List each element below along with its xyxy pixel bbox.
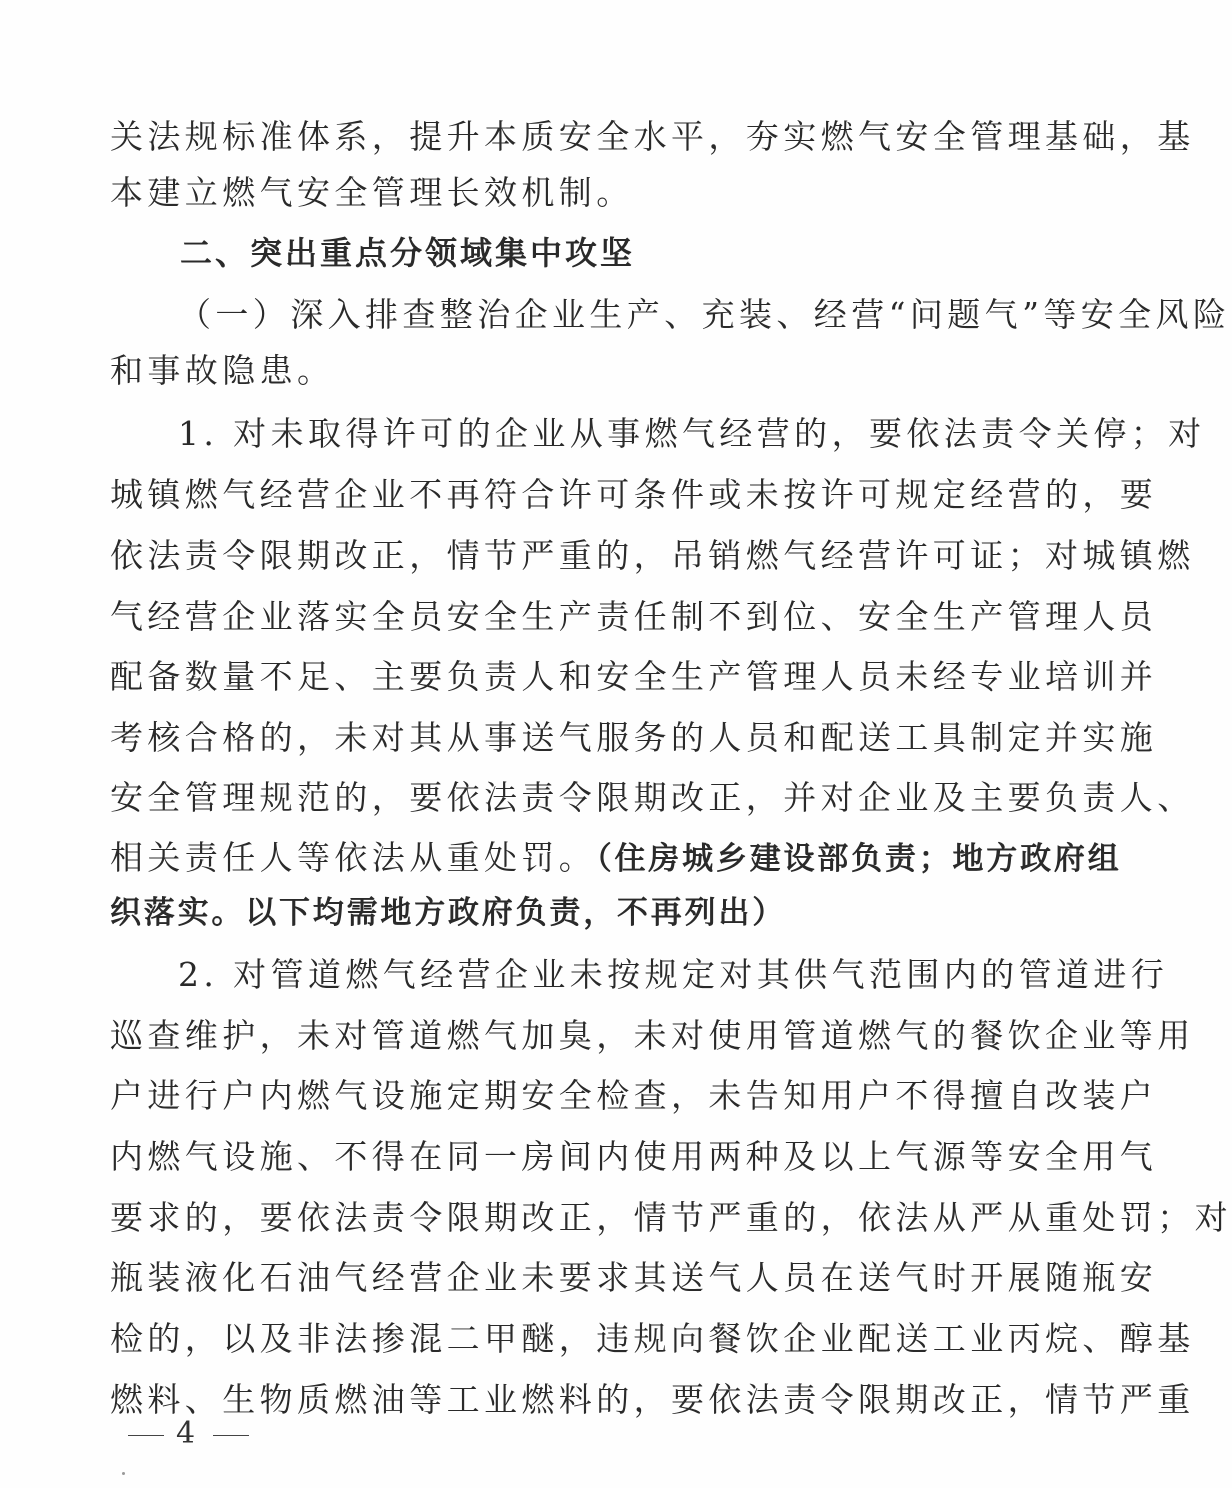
item-2-line-3: 户进行户内燃气设施定期安全检查，未告知用户不得擅自改装户	[110, 1076, 1158, 1115]
item-1-line-8	[110, 838, 1122, 879]
item-1-text-end: 相关责任人等依法从重处罚。	[110, 838, 597, 877]
body-line-2: 本建立燃气安全管理长效机制。	[110, 173, 634, 212]
item-2-line-7: 检的，以及非法掺混二甲醚，违规向餐饮企业配送工业丙烷、醇基	[110, 1319, 1195, 1358]
item-2-line-8: 燃料、生物质燃油等工业燃料的，要依法责令限期改正，情节严重	[110, 1380, 1195, 1419]
responsibility-note-1: （住房城乡建设部负责；地方政府组	[596, 841, 1122, 877]
item-1-line-6: 考核合格的，未对其从事送气服务的人员和配送工具制定并实施	[110, 718, 1158, 757]
item-1-line-5: 配备数量不足、主要负责人和安全生产管理人员未经专业培训并	[110, 657, 1158, 696]
subsection-heading-line-1: （一）深入排查整治企业生产、充装、经营“问题气”等安全风险	[178, 295, 1231, 334]
item-1-line-1: 1. 对未取得许可的企业从事燃气经营的，要依法责令关停；对	[178, 414, 1206, 453]
item-1-line-4: 气经营企业落实全员安全生产责任制不到位、安全生产管理人员	[110, 597, 1158, 636]
item-2-line-2: 巡查维护，未对管道燃气加臭，未对使用管道燃气的餐饮企业等用	[110, 1016, 1195, 1055]
item-2-line-1: 2. 对管道燃气经营企业未按规定对其供气范围内的管道进行	[178, 955, 1169, 994]
responsibility-note-2: 织落实。以下均需地方政府负责，不再列出）	[110, 895, 786, 931]
item-2-line-4: 内燃气设施、不得在同一房间内使用两种及以上气源等安全用气	[110, 1137, 1158, 1176]
item-1-line-3: 依法责令限期改正，情节严重的，吊销燃气经营许可证；对城镇燃	[110, 536, 1195, 575]
item-1-line-2: 城镇燃气经营企业不再符合许可条件或未按许可规定经营的，要	[110, 475, 1158, 514]
paper-speck	[122, 1472, 125, 1475]
footer-dash-left	[128, 1435, 164, 1436]
page-number-footer	[128, 1416, 249, 1451]
page-number: 4	[176, 1416, 202, 1451]
subsection-heading-line-2: 和事故隐患。	[110, 351, 335, 390]
item-2-line-5: 要求的，要依法责令限期改正，情节严重的，依法从严从重处罚；对	[110, 1198, 1232, 1237]
item-1-line-7: 安全管理规范的，要依法责令限期改正，并对企业及主要负责人、	[110, 778, 1195, 817]
body-line-1: 关法规标准体系，提升本质安全水平，夯实燃气安全管理基础，基	[110, 117, 1195, 156]
item-2-line-6: 瓶装液化石油气经营企业未要求其送气人员在送气时开展随瓶安	[110, 1258, 1158, 1297]
footer-dash-right	[213, 1435, 249, 1436]
section-heading: 二、突出重点分领域集中攻坚	[180, 234, 636, 272]
